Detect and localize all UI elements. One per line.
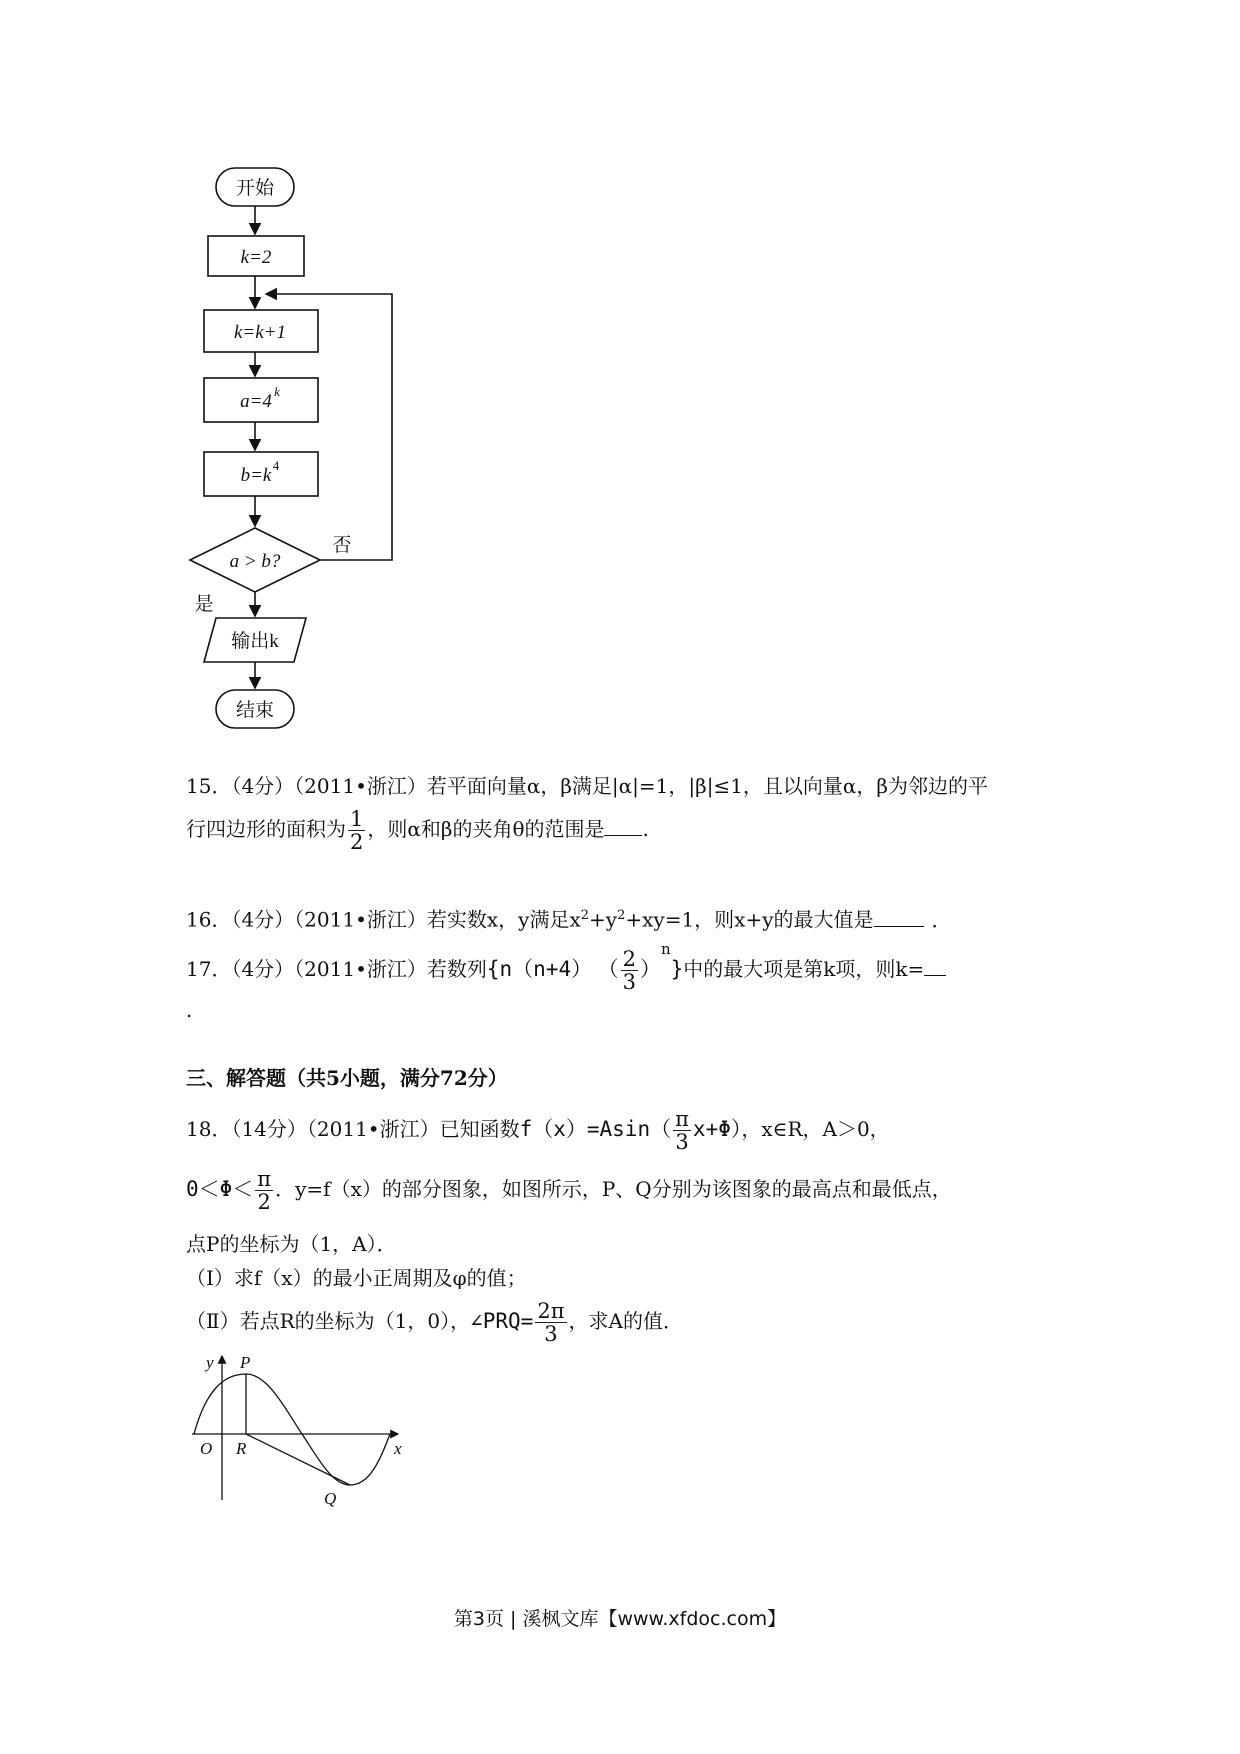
output-label: 输出k: [231, 631, 279, 652]
q15-fraction: $\frac{1}{2}$: [350, 807, 364, 854]
graph-x-label: x: [394, 1439, 402, 1458]
q17-answer-blank[interactable]: [924, 955, 946, 976]
graph-r-label: R: [236, 1439, 247, 1458]
sine-curve: [194, 1374, 390, 1485]
condition-label: a > b?: [229, 551, 281, 572]
q18-line2: 0＜Φ＜ $\frac{\pi}{2}$ ．y=f（x）的部分图象，如图所示，P、Q分别为该图象的最高点和最低点，: [186, 1167, 952, 1214]
q15-line2: 行四边形的面积为 $\frac{1}{2}$ ，则α和β的夹角θ的范围是 .: [186, 807, 649, 854]
sine-graph: [186, 1350, 406, 1510]
rq-segment: [246, 1434, 350, 1485]
step-k-label: k=k+1: [233, 322, 287, 343]
start-label: 开始: [235, 178, 275, 199]
graph-o-label: O: [200, 1439, 213, 1458]
q17-end: .: [186, 998, 193, 1022]
q18-angle-fraction: $\frac{2\pi}{3}$: [537, 1299, 565, 1346]
q15-line1: 15．（4分）（2011•浙江）若平面向量α，β满足|α|=1，|β|≤1，且以向量α，β为邻边的平: [186, 774, 988, 798]
flowchart: [180, 158, 420, 738]
graph-p-label: P: [240, 1353, 251, 1372]
q15-text-before: 行四边形的面积为: [186, 817, 346, 841]
step-b-sup: 4: [272, 458, 280, 473]
graph-y-label: y: [206, 1353, 214, 1372]
q18-line1: 18．（14分）（2011•浙江）已知函数f（x）=Asin（ $\frac{\pi}{3}$ x+Φ），x∈R，A＞0，: [186, 1107, 890, 1154]
q18-fraction: $\frac{\pi}{3}$: [675, 1107, 689, 1154]
init-label: k=2: [240, 247, 272, 268]
q18-func: f（x）=Asin（: [519, 1117, 672, 1141]
graph-q-label: Q: [324, 1489, 337, 1508]
q18-cond-fraction: $\frac{\pi}{2}$: [257, 1167, 272, 1214]
q16-answer-blank[interactable]: [874, 906, 924, 927]
q17-fraction: $\frac{2}{3}$: [622, 947, 636, 994]
yes-label: 是: [194, 594, 214, 615]
page-footer: 第3页 | 溪枫文库【www.xfdoc.com】: [453, 1608, 787, 1630]
q17-sequence: {n（n+4）: [486, 957, 593, 981]
step-b-label: b=k: [240, 465, 272, 486]
q15-answer-blank[interactable]: [604, 815, 642, 836]
q17: 17．（4分）（2011•浙江）若数列{n（n+4） （ $\frac{2}{3}$ ）$^n$}中的最大项是第k项，则k=: [186, 948, 946, 993]
q18-part1: （Ⅰ）求f（x）的最小正周期及φ的值；: [186, 1266, 527, 1290]
q18-line3: 点P的坐标为（1，A）．: [186, 1232, 397, 1256]
step-a-sup: k: [274, 384, 280, 399]
section-heading: 三、解答题（共5小题，满分72分）: [186, 1066, 508, 1090]
step-a-label: a=4: [240, 391, 272, 412]
q15-text-after: ，则α和β的夹角θ的范围是: [367, 817, 605, 841]
q18-part2: （Ⅱ）若点R的坐标为（1，0），∠PRQ= $\frac{2\pi}{3}$ ，求A的值．: [186, 1299, 683, 1346]
no-label: 否: [332, 535, 352, 556]
q16: 16．（4分）（2011•浙江）若实数x，y满足$x^2+y^2+xy=1$，则x+y的最大值是 ．: [186, 907, 952, 932]
end-label: 结束: [235, 700, 275, 721]
